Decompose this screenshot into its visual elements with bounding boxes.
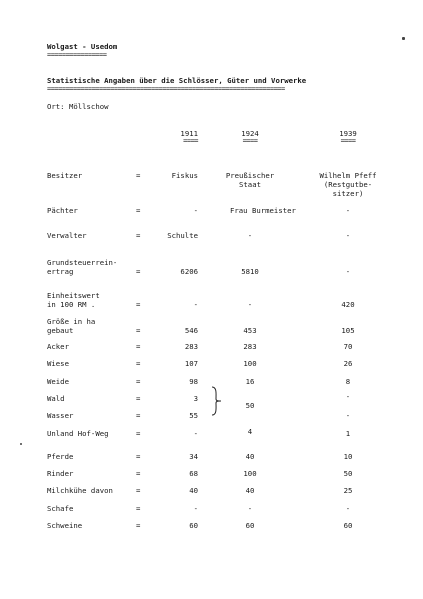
cell-1911: 55: [189, 411, 198, 420]
cell-1939: -: [345, 231, 351, 240]
row-equals: =: [136, 452, 141, 461]
year-1924-underline: ====: [242, 137, 258, 145]
year-1911: 1911: [180, 129, 198, 138]
cell-1911: 40: [189, 486, 198, 495]
cell-1911: 60: [189, 521, 198, 530]
cell-1924: 283: [243, 342, 257, 351]
year-1939-underline: ====: [340, 137, 356, 145]
cell-1911: -: [193, 300, 198, 309]
cell-1924: 100: [243, 469, 257, 478]
year-1911-underline: ====: [183, 137, 198, 145]
cell-1939: -: [345, 267, 351, 276]
cell-1911: -: [193, 504, 198, 513]
cell-1924: -: [247, 231, 253, 240]
row-equals: =: [136, 342, 141, 351]
row-equals: =: [136, 171, 141, 180]
place-underline: ================: [47, 51, 107, 59]
row-equals: =: [136, 504, 141, 513]
cell-1911: 34: [189, 452, 198, 461]
place-heading: Wolgast - Usedom: [47, 42, 118, 51]
cell-1911: -: [193, 206, 198, 215]
row-label: Schweine: [47, 521, 83, 530]
row-label: Pächter: [47, 206, 78, 215]
row-equals: =: [136, 300, 141, 309]
cell-1911: 107: [184, 359, 198, 368]
cell-1939: -: [345, 504, 351, 513]
cell-1939: 1: [345, 429, 351, 438]
cell-1924: 60: [245, 521, 255, 530]
cell-1911: 3: [193, 394, 198, 403]
row-label: Verwalter: [47, 231, 87, 240]
cell-1911: Schulte: [167, 231, 198, 240]
cell-1939: 25: [343, 486, 353, 495]
cell-1924: 40: [245, 486, 255, 495]
row-label: Milchkühe davon: [47, 486, 113, 495]
row-equals: =: [136, 429, 141, 438]
cell-1939: 420: [341, 300, 355, 309]
row-label: Wasser: [47, 411, 74, 420]
row-equals: =: [136, 394, 141, 403]
cell-1911: 283: [184, 342, 198, 351]
row-equals: =: [136, 521, 141, 530]
row-equals: =: [136, 326, 141, 335]
row-label: Pferde: [47, 452, 74, 461]
cell-1939: -: [345, 206, 351, 215]
row-label: Rinder: [47, 469, 74, 478]
row-label: Weide: [47, 377, 69, 386]
cell-1924: Preußischer Staat: [225, 171, 275, 189]
row-equals: =: [136, 377, 141, 386]
row-label: Wald: [47, 394, 65, 403]
cell-1911: -: [193, 429, 198, 438]
subtitle-underline: ================================================================: [47, 85, 285, 93]
row-label: Einheitswert in 100 RM .: [47, 291, 100, 309]
row-equals: =: [136, 411, 141, 420]
cell-1939: -: [345, 392, 351, 401]
paper-speck: [20, 443, 22, 445]
cell-1924: 4: [247, 427, 253, 436]
cell-1924: 50: [245, 401, 255, 410]
row-label: Acker: [47, 342, 69, 351]
ort-label: Ort: Möllschow: [47, 102, 109, 111]
cell-1911: 68: [189, 469, 198, 478]
row-equals: =: [136, 231, 141, 240]
cell-1911: 546: [184, 326, 198, 335]
row-equals: =: [136, 486, 141, 495]
paper-speck: [402, 37, 405, 40]
cell-1939: 50: [343, 469, 353, 478]
cell-1939: 105: [341, 326, 355, 335]
row-label: Größe in ha gebaut: [47, 317, 96, 335]
brace-mark: [210, 386, 224, 416]
row-equals: =: [136, 206, 141, 215]
row-equals: =: [136, 359, 141, 368]
cell-1911: 6206: [180, 267, 198, 276]
cell-1939: Wilhelm Pfeff (Restgutbe- sitzer): [319, 171, 377, 198]
cell-1924: -: [247, 300, 253, 309]
year-1924: 1924: [241, 129, 259, 138]
row-label: Wiese: [47, 359, 69, 368]
cell-1939: 70: [343, 342, 353, 351]
row-label: Grundsteuerrein- ertrag: [47, 258, 118, 276]
cell-1924: 100: [243, 359, 257, 368]
cell-1911: Fiskus: [171, 171, 198, 180]
cell-1924: 5810: [241, 267, 259, 276]
cell-1911: 98: [189, 377, 198, 386]
cell-1924: 16: [245, 377, 255, 386]
row-label: Besitzer: [47, 171, 83, 180]
row-equals: =: [136, 267, 141, 276]
cell-1924: Frau Burmeister: [230, 206, 296, 215]
cell-1924: -: [247, 504, 253, 513]
cell-1924: 40: [245, 452, 255, 461]
row-label: Schafe: [47, 504, 74, 513]
cell-1939: 10: [343, 452, 353, 461]
row-label: Unland Hof-Weg: [47, 429, 109, 438]
cell-1924: 453: [243, 326, 257, 335]
cell-1939: 8: [345, 377, 351, 386]
subtitle-heading: Statistische Angaben über die Schlösser, Güter und Vorwerke: [47, 76, 307, 85]
row-equals: =: [136, 469, 141, 478]
cell-1939: 60: [343, 521, 353, 530]
year-1939: 1939: [339, 129, 357, 138]
cell-1939: -: [345, 411, 351, 420]
cell-1939: 26: [343, 359, 353, 368]
